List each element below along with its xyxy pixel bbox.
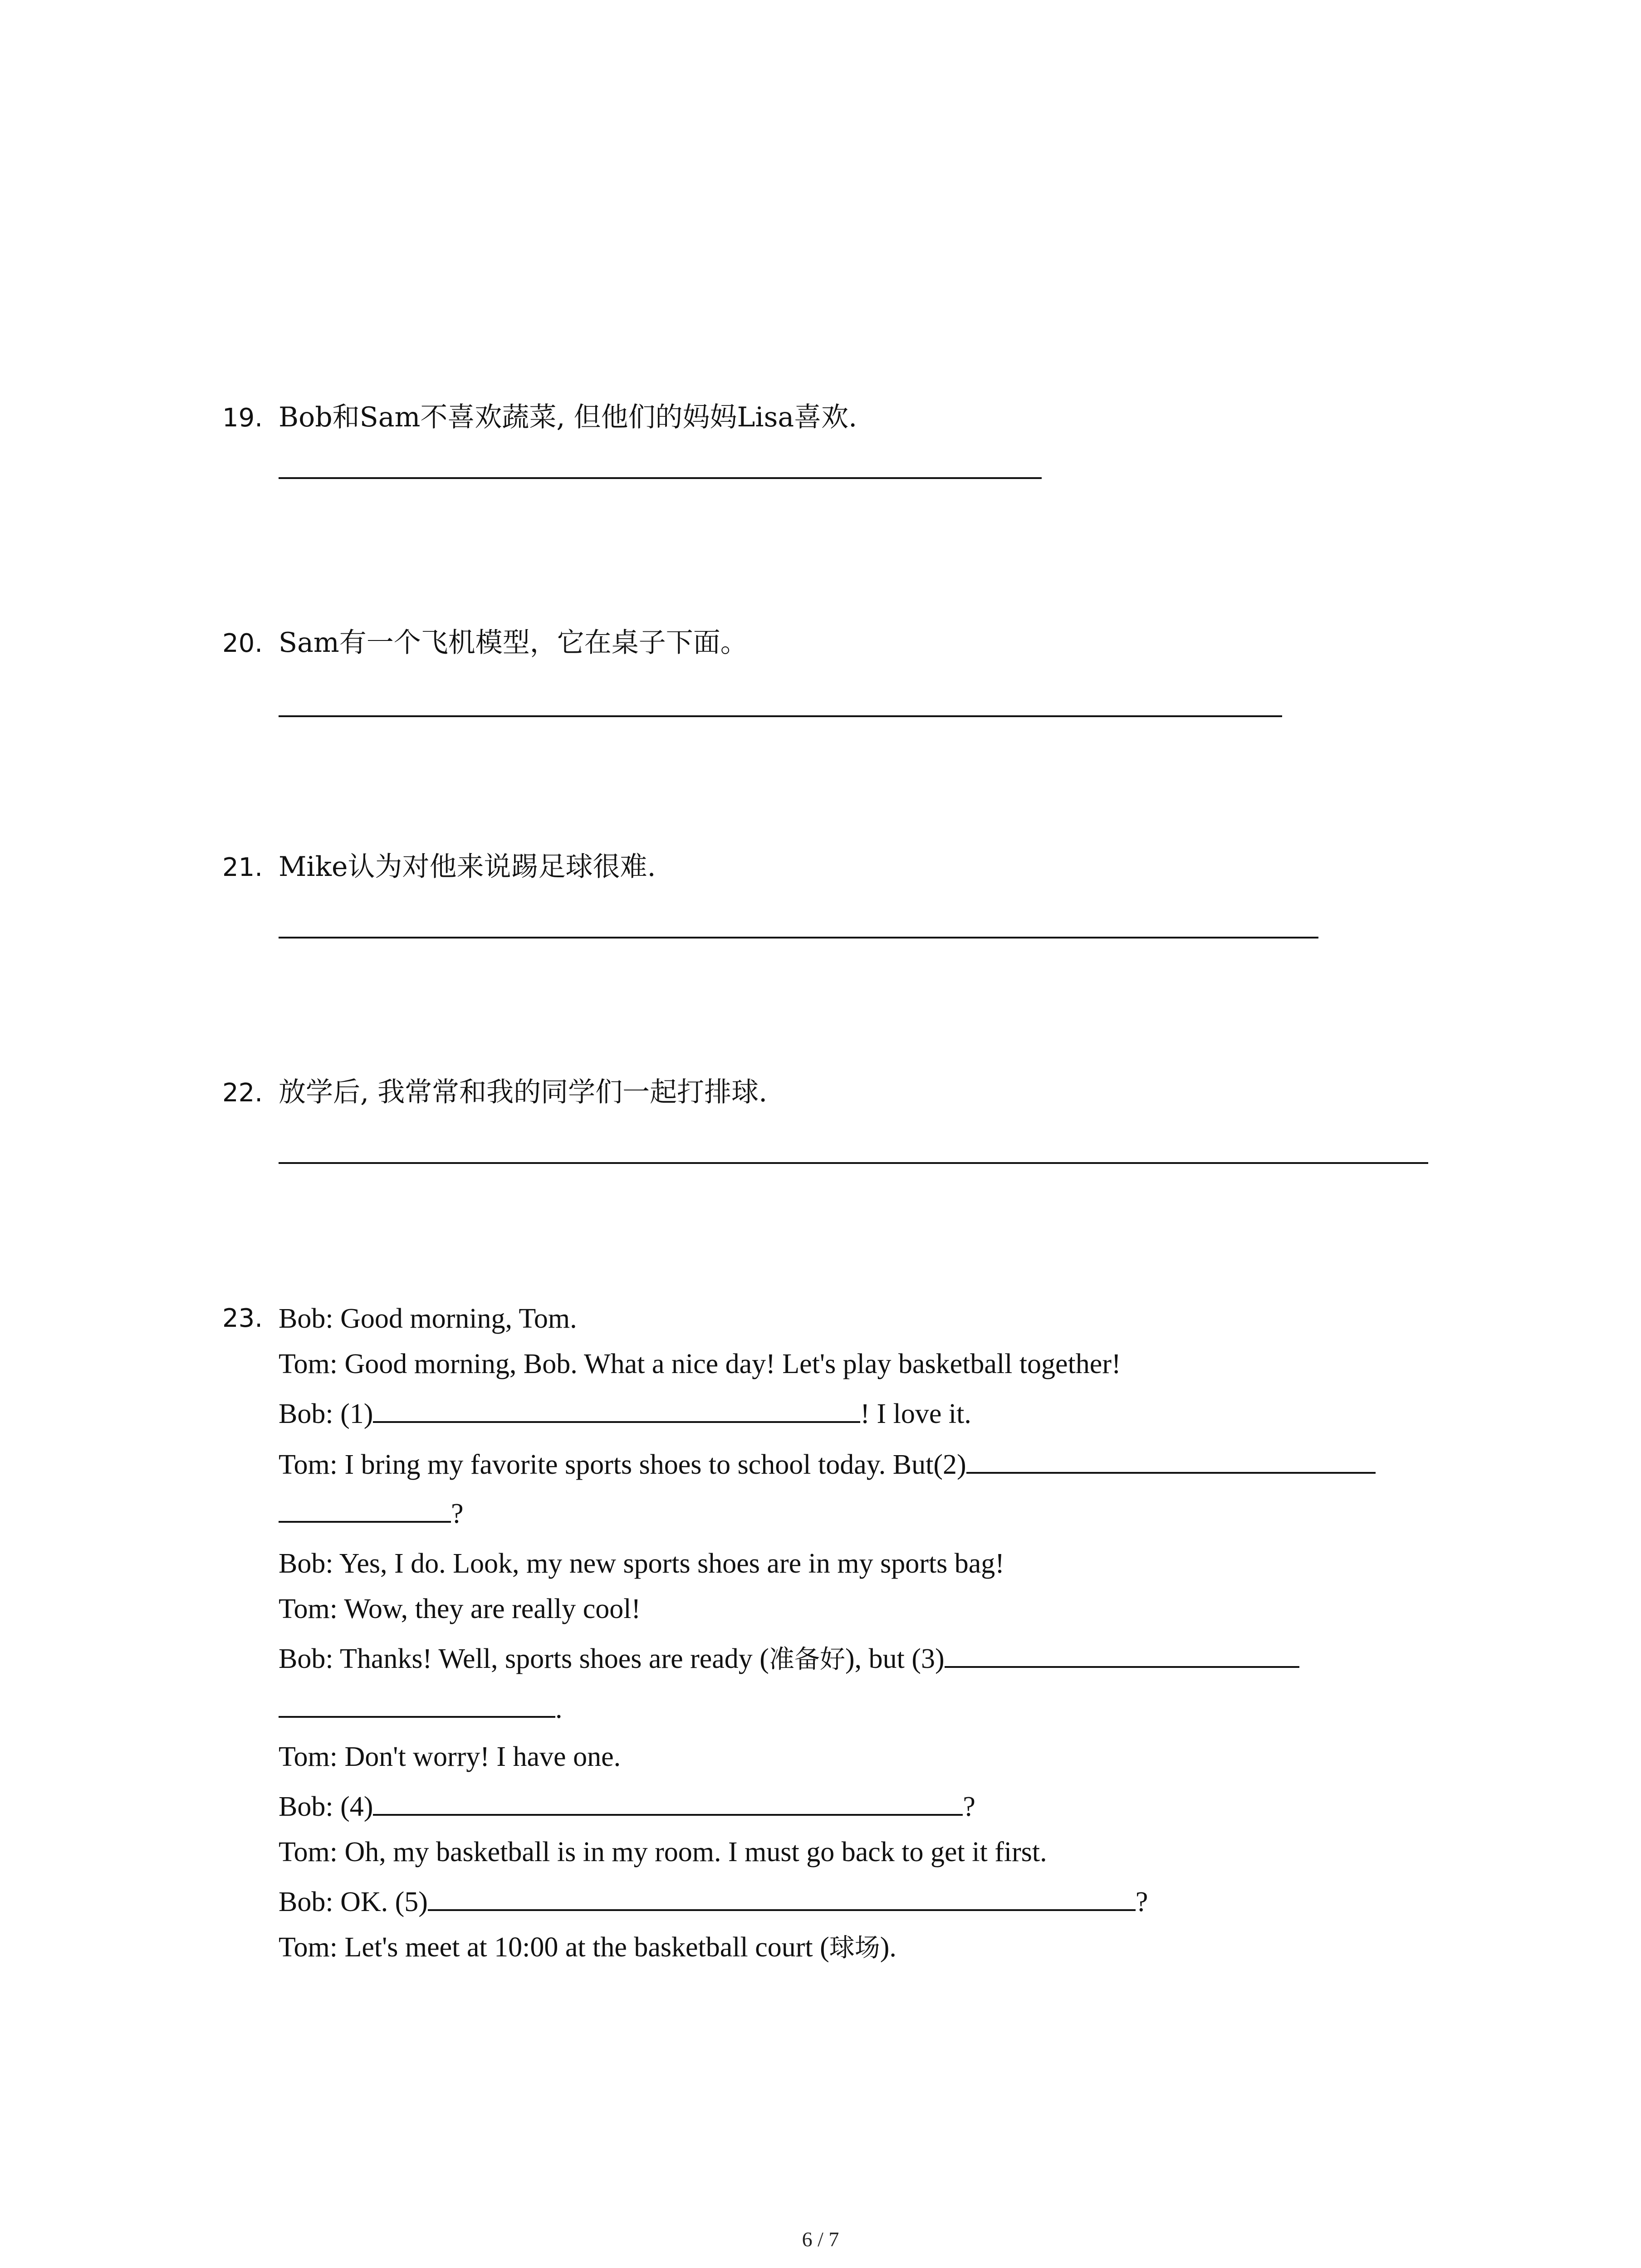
speaker-text: Bob: OK. (5) xyxy=(279,1887,428,1917)
question-number: 22. xyxy=(222,1078,263,1108)
question-prompt: 放学后, 我常常和我的同学们一起打排球. xyxy=(279,1076,768,1108)
blank-1[interactable] xyxy=(373,1396,860,1423)
question-20 xyxy=(222,625,748,662)
blank-2b[interactable] xyxy=(279,1496,451,1523)
question-number: 19. xyxy=(222,403,263,433)
speaker-text: Bob: (1) xyxy=(279,1398,373,1429)
blank-4[interactable] xyxy=(373,1789,963,1816)
question-prompt: Mike认为对他来说踢足球很难. xyxy=(279,851,656,883)
dialogue-line-12: Tom: Oh, my basketball is in my room. I must go back to get it first. xyxy=(279,1837,1047,1867)
dialogue-line-13 xyxy=(279,1884,1148,1920)
page-total: 7 xyxy=(828,2228,839,2251)
blank-3b[interactable] xyxy=(279,1691,555,1718)
dialogue-line-8 xyxy=(279,1641,1299,1678)
answer-line-19[interactable] xyxy=(279,477,1042,479)
chinese-gloss: 球场 xyxy=(829,1933,880,1963)
page-separator: / xyxy=(818,2228,823,2251)
question-23-number xyxy=(222,1300,279,1337)
dialogue-line-4 xyxy=(279,1447,1376,1483)
dialogue-line-9 xyxy=(279,1691,563,1727)
punctuation: ? xyxy=(1135,1887,1148,1917)
dialogue-line-10: Tom: Don't worry! I have one. xyxy=(279,1741,621,1772)
speaker-text: ). xyxy=(880,1932,896,1963)
dialogue-line-11 xyxy=(279,1789,975,1825)
answer-line-21[interactable] xyxy=(279,937,1318,938)
blank-3a[interactable] xyxy=(945,1641,1299,1668)
question-prompt: Sam有一个飞机模型，它在桌子下面。 xyxy=(279,627,748,659)
speaker-text: Tom: I bring my favorite sports shoes to school today. But(2) xyxy=(279,1449,966,1480)
question-22 xyxy=(222,1074,767,1111)
question-21 xyxy=(222,849,656,886)
dialogue-line-5 xyxy=(279,1496,464,1532)
speaker-text: Bob: (4) xyxy=(279,1791,373,1822)
punctuation: ? xyxy=(963,1791,975,1822)
answer-line-20[interactable] xyxy=(279,715,1282,717)
dialogue-line-7: Tom: Wow, they are really cool! xyxy=(279,1593,641,1624)
question-prompt: Bob和Sam不喜欢蔬菜, 但他们的妈妈Lisa喜欢. xyxy=(279,401,857,433)
chinese-gloss: 准备好 xyxy=(769,1645,845,1674)
dialogue-line-14 xyxy=(279,1929,896,1966)
speaker-text: Bob: Thanks! Well, sports shoes are ready ( xyxy=(279,1643,769,1674)
question-number: 20. xyxy=(222,629,263,658)
page-number xyxy=(0,2227,1641,2251)
blank-5[interactable] xyxy=(428,1884,1136,1911)
punctuation: ? xyxy=(451,1498,464,1529)
dialogue-line-3 xyxy=(279,1396,971,1432)
dialogue-line-2: Tom: Good morning, Bob. What a nice day! Let's play basketball together! xyxy=(279,1349,1121,1379)
speaker-text: ), but (3) xyxy=(845,1643,945,1674)
speaker-text: ! I love it. xyxy=(860,1398,971,1429)
dialogue-line-6: Bob: Yes, I do. Look, my new sports shoes are in my sports bag! xyxy=(279,1548,1004,1579)
question-19 xyxy=(222,399,857,436)
answer-line-22[interactable] xyxy=(279,1162,1428,1164)
blank-2a[interactable] xyxy=(966,1447,1376,1474)
question-number: 23. xyxy=(222,1304,263,1333)
dialogue-line-1: Bob: Good morning, Tom. xyxy=(279,1303,577,1334)
speaker-text: Tom: Let's meet at 10:00 at the basketball court ( xyxy=(279,1932,829,1963)
punctuation: . xyxy=(555,1693,563,1724)
question-number: 21. xyxy=(222,853,263,882)
page-current: 6 xyxy=(802,2228,813,2251)
